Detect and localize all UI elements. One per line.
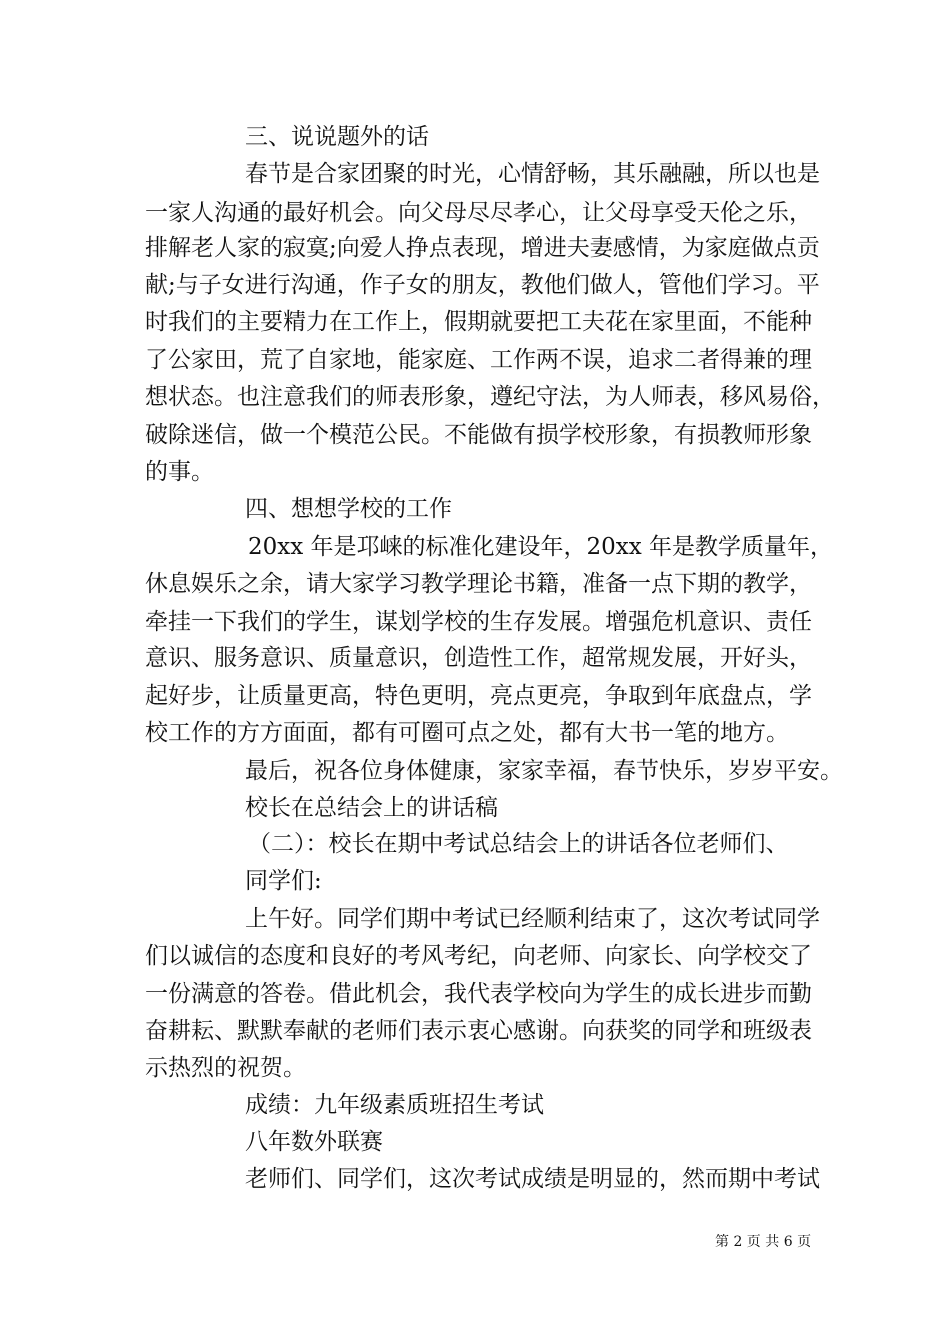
speech-title: 校长在总结会上的讲话稿 (245, 795, 498, 821)
paragraph-line: 一份满意的答卷。借此机会，我代表学校向为学生的成长进步而勤 (145, 981, 812, 1007)
paragraph-line: 们以诚信的态度和良好的考风考纪，向老师、向家长、向学校交了 (145, 943, 812, 969)
paragraph-line: 了公家田，荒了自家地，能家庭、工作两不误，追求二者得兼的理 (145, 347, 812, 373)
paragraph-line: 20xx 年是邛崃的标准化建设年，20xx 年是教学质量年， (248, 534, 834, 560)
paragraph-line: 奋耕耘、默默奉献的老师们表示衷心感谢。向获奖的同学和班级表 (145, 1018, 812, 1044)
heading-section-3: 三、说说题外的话 (245, 124, 429, 150)
paragraph-line: 一家人沟通的最好机会。向父母尽尽孝心，让父母享受天伦之乐， (145, 200, 812, 226)
paragraph-line: 成绩：九年级素质班招生考试 (245, 1092, 544, 1118)
paragraph-line: 同学们: (245, 868, 322, 894)
paragraph-line: 献;与子女进行沟通，作子女的朋友，教他们做人，管他们学习。平 (145, 272, 820, 298)
speech-subtitle: （二）：校长在期中考试总结会上的讲话各位老师们、 (248, 831, 789, 857)
paragraph-line: 上午好。同学们期中考试已经顺利结束了，这次考试同学 (245, 906, 820, 932)
heading-section-4: 四、想想学校的工作 (245, 496, 452, 522)
paragraph-line: 八年数外联赛 (245, 1129, 383, 1155)
paragraph-line: 校工作的方方面面，都有可圈可点之处，都有大书一笔的地方。 (145, 720, 789, 746)
paragraph-line: 示热烈的祝贺。 (145, 1055, 306, 1081)
paragraph-line: 老师们、同学们，这次考试成绩是明显的，然而期中考试 (245, 1166, 820, 1192)
paragraph-line: 牵挂一下我们的学生，谋划学校的生存发展。增强危机意识、责任 (145, 609, 812, 635)
paragraph-line: 时我们的主要精力在工作上，假期就要把工夫花在家里面，不能种 (145, 309, 812, 335)
paragraph-line: 休息娱乐之余，请大家学习教学理论书籍，准备一点下期的教学， (145, 571, 812, 597)
paragraph-line: 最后，祝各位身体健康，家家幸福，春节快乐，岁岁平安。 (245, 758, 843, 784)
paragraph-line: 的事。 (145, 459, 214, 485)
paragraph-line: 破除迷信，做一个模范公民。不能做有损学校形象，有损教师形象 (145, 422, 812, 448)
page-number: 第 2 页 共 6 页 (715, 1234, 812, 1250)
paragraph-line: 春节是合家团聚的时光，心情舒畅，其乐融融，所以也是 (245, 161, 820, 187)
paragraph-line: 想状态。也注意我们的师表形象，遵纪守法，为人师表，移风易俗， (145, 384, 835, 410)
paragraph-line: 意识、服务意识、质量意识，创造性工作，超常规发展，开好头， (145, 645, 812, 671)
paragraph-line: 排解老人家的寂寞;向爱人挣点表现，增进夫妻感情，为家庭做点贡 (145, 235, 820, 261)
paragraph-line: 起好步，让质量更高，特色更明，亮点更亮，争取到年底盘点，学 (145, 683, 812, 709)
